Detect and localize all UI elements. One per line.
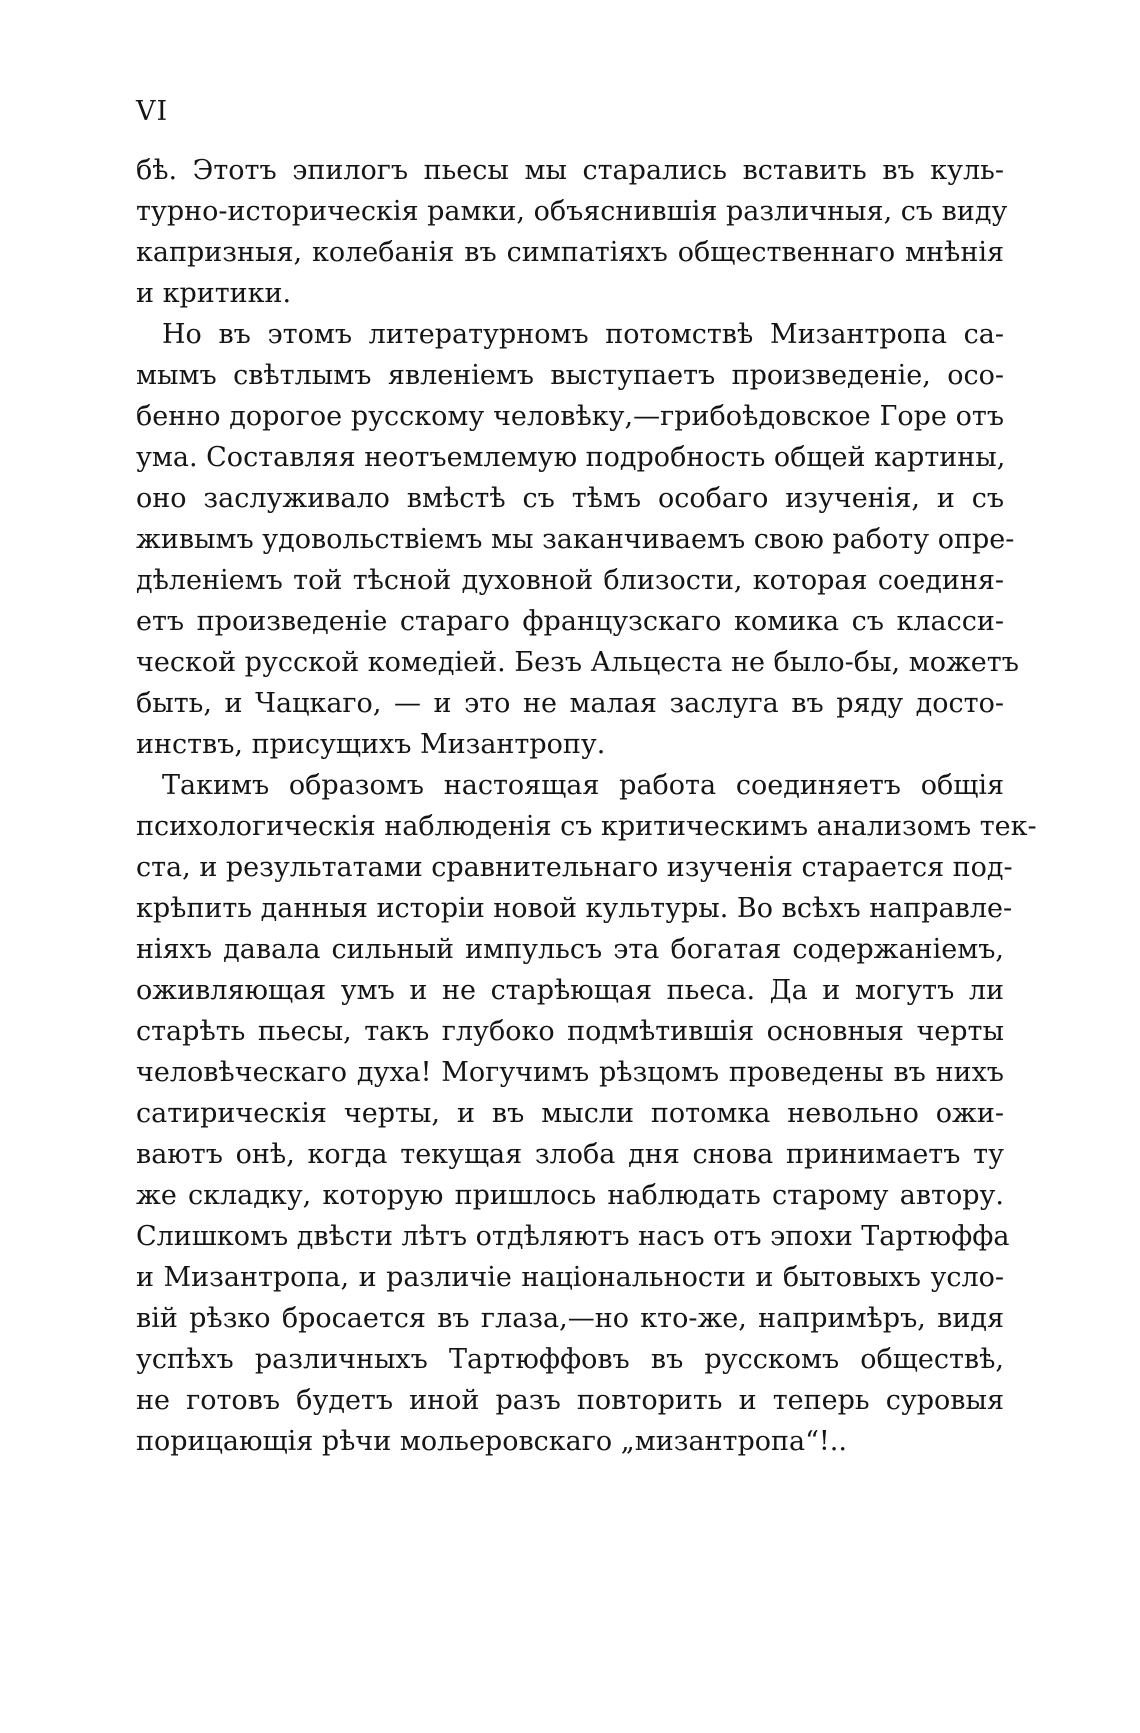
paragraph-1 <box>136 150 1008 314</box>
text-line: вій рѣзко бросается въ глаза,—но кто-же, напримѣръ, видя <box>136 1303 1004 1334</box>
text-line: быть, и Чацкаго, — и это не малая заслуга въ ряду досто- <box>136 688 1004 719</box>
text-line: ніяхъ давала сильный импульсъ эта богатая содержаніемъ, <box>136 934 1004 965</box>
text-line: етъ произведеніе стараго французскаго комика съ класси- <box>136 606 1004 637</box>
body-text <box>136 150 1037 1462</box>
text-line: инствъ, присущихъ Мизантропу. <box>136 729 606 760</box>
text-line: психологическія наблюденія съ критическимъ анализомъ тек- <box>136 811 1037 842</box>
text-line: и Мизантропа, и различіе національности и бытовыхъ усло- <box>136 1262 1004 1293</box>
text-line: бенно дорогое русскому человѣку,—грибоѣдовское Горе отъ <box>136 401 1004 432</box>
text-line: ста, и результатами сравнительнаго изученія старается под- <box>136 852 1013 883</box>
text-line: крѣпить данныя исторіи новой культуры. Во всѣхъ направле- <box>136 893 1013 924</box>
text-line: ческой русской комедіей. Безъ Альцеста не было-бы, можетъ <box>136 647 1019 678</box>
text-line: Но въ этомъ литературномъ потомствѣ Мизантропа са- <box>162 319 1004 350</box>
text-line: живымъ удовольствіемъ мы заканчиваемъ свою работу опре- <box>136 524 1015 555</box>
paragraph-3 <box>136 765 1037 1462</box>
text-line: человѣческаго духа! Могучимъ рѣзцомъ проведены въ нихъ <box>136 1057 1004 1088</box>
text-line: мымъ свѣтлымъ явленіемъ выступаетъ произведеніе, осо- <box>136 360 1004 391</box>
page-number: VI <box>136 96 169 127</box>
text-line: ума. Составляя неотъемлемую подробность общей картины, <box>136 442 1006 473</box>
text-line: ваютъ онѣ, когда текущая злоба дня снова принимаетъ ту <box>136 1139 1004 1170</box>
text-line: оно заслуживало вмѣстѣ съ тѣмъ особаго изученія, и съ <box>136 483 1004 514</box>
text-line: не готовъ будетъ иной разъ повторить и теперь суровыя <box>136 1385 1004 1416</box>
text-line: же складку, которую пришлось наблюдать старому автору. <box>136 1180 1004 1211</box>
text-line: и критики. <box>136 278 292 309</box>
text-line: капризныя, колебанія въ симпатіяхъ общественнаго мнѣнія <box>136 237 1004 268</box>
text-line: Слишкомъ двѣсти лѣтъ отдѣляютъ насъ отъ эпохи Тартюффа <box>136 1221 1010 1252</box>
text-line: порицающія рѣчи мольеровскаго „мизантропа“!.. <box>136 1426 847 1457</box>
text-line: старѣть пьесы, такъ глубоко подмѣтившія основныя черты <box>136 1016 1004 1047</box>
text-line: оживляющая умъ и не старѣющая пьеса. Да и могутъ ли <box>136 975 1004 1006</box>
text-line: дѣленіемъ той тѣсной духовной близости, которая соединя- <box>136 565 1004 596</box>
text-line: бѣ. Этотъ эпилогъ пьесы мы старались вставить въ куль- <box>136 155 1004 186</box>
text-line: успѣхъ различныхъ Тартюффовъ въ русскомъ обществѣ, <box>136 1344 1004 1375</box>
text-line: турно-историческія рамки, объяснившія различныя, съ виду <box>136 196 1008 227</box>
text-line: Такимъ образомъ настоящая работа соединяетъ общія <box>162 770 1004 801</box>
text-line: сатирическія черты, и въ мысли потомка невольно ожи- <box>136 1098 1004 1129</box>
paragraph-2 <box>136 314 1019 765</box>
